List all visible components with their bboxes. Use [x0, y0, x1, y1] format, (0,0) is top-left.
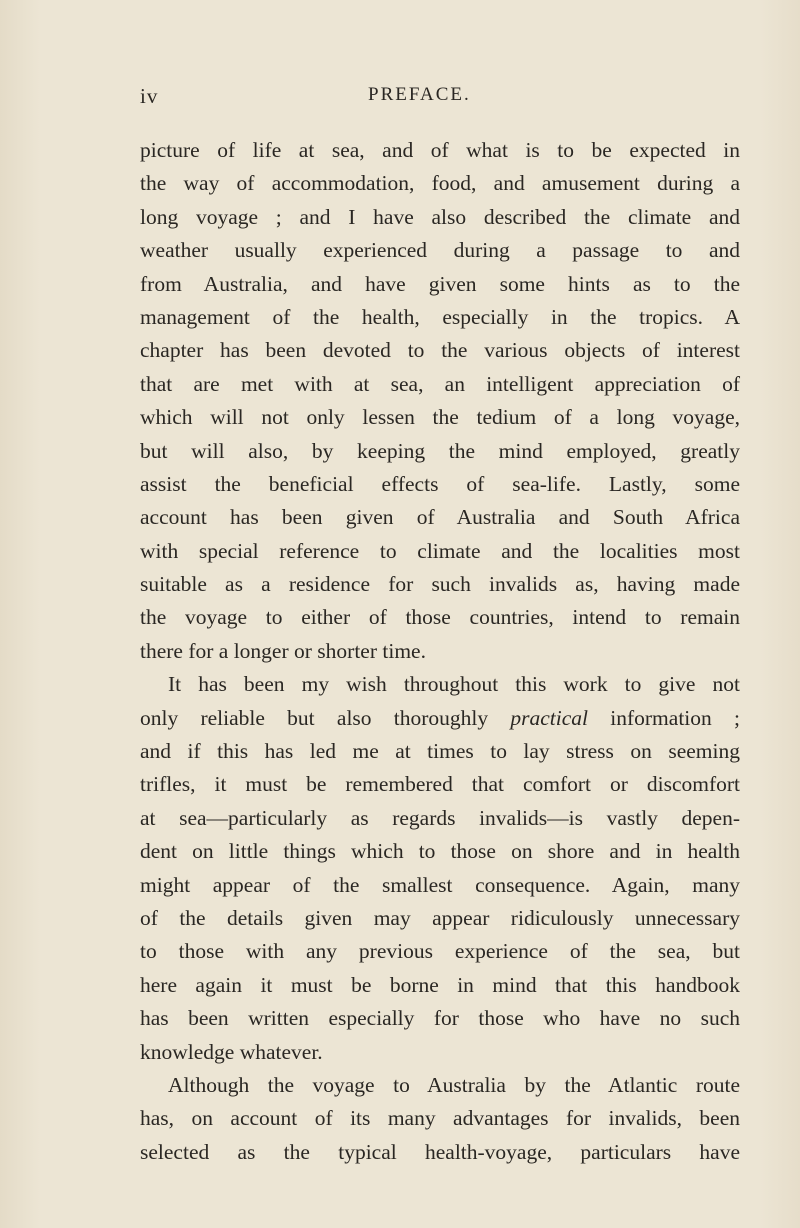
text-line: picture of life at sea, and of what is to be expected in — [140, 138, 740, 162]
paragraph-end-line: knowledge whatever. — [140, 1039, 323, 1064]
text-line: long voyage ; and I have also described the climate and — [140, 204, 740, 229]
text-line: from Australia, and have given some hints as to the — [140, 271, 740, 296]
text-line: account has been given of Australia and South Africa — [140, 505, 740, 530]
text-line: and if this has led me at times to lay stress on seeming — [140, 739, 740, 764]
paragraph-start-line: It has been my wish throughout this work to give not — [168, 672, 740, 697]
text-line: that are met with at sea, an intelligent appreciation of — [140, 371, 740, 396]
text-line: the voyage to either of those countries, intend to remain — [140, 605, 740, 630]
text-line: at sea—particularly as regards invalids—is vastly depen- — [140, 805, 740, 830]
paragraph-start-line: Although the voyage to Australia by the Atlantic route — [168, 1072, 740, 1097]
text-line: chapter has been devoted to the various objects of interest — [140, 338, 740, 363]
text-line: might appear of the smallest consequence. Again, many — [140, 872, 740, 897]
text-line: management of the health, especially in the tropics. A — [140, 304, 740, 329]
body-text — [140, 134, 740, 1169]
text-line: suitable as a residence for such invalids as, having made — [140, 572, 740, 597]
emphasis-text: practical — [510, 705, 589, 730]
text-line — [140, 702, 740, 735]
text-line: selected as the typical health-voyage, particulars have — [140, 1139, 740, 1164]
paragraph-end-line: there for a longer or shorter time. — [140, 638, 426, 663]
running-head: PREFACE. — [368, 84, 471, 105]
text-line: with special reference to climate and the localities most — [140, 538, 740, 563]
text-line: dent on little things which to those on shore and in health — [140, 839, 740, 864]
text-line: which will not only lessen the tedium of a long voyage, — [140, 405, 740, 430]
text-line: has, on account of its many advantages for invalids, been — [140, 1106, 740, 1131]
text-run: only reliable but also thoroughly — [140, 705, 511, 730]
text-line: trifles, it must be remembered that comfort or discomfort — [140, 772, 740, 797]
text-line: the way of accommodation, food, and amusement during a — [140, 171, 740, 196]
text-line: but will also, by keeping the mind employed, greatly — [140, 438, 740, 463]
text-line: here again it must be borne in mind that this handbook — [140, 972, 740, 997]
page-header — [140, 84, 740, 118]
page-number: iv — [140, 84, 159, 108]
text-run: information ; — [588, 705, 740, 730]
text-line: has been written especially for those who have no such — [140, 1006, 740, 1031]
text-line: of the details given may appear ridiculously unnecessary — [140, 905, 740, 930]
text-line: weather usually experienced during a passage to and — [140, 238, 740, 263]
text-line: to those with any previous experience of the sea, but — [140, 939, 740, 964]
text-line: assist the beneficial effects of sea-life. Lastly, some — [140, 471, 740, 496]
